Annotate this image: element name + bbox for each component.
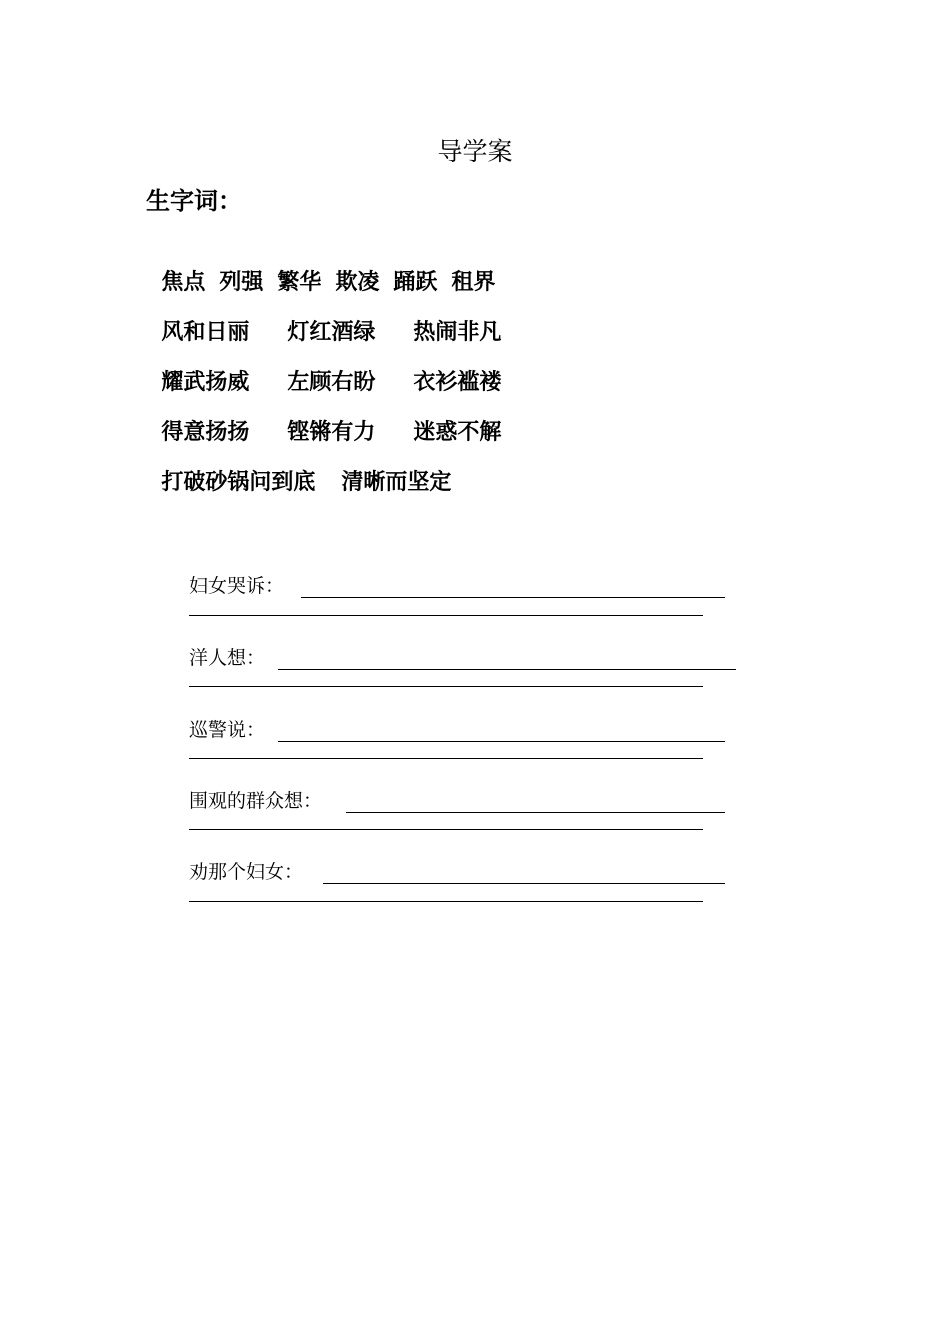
prompt-label: 巡警说： bbox=[189, 719, 266, 741]
prompt-label: 妇女哭诉： bbox=[189, 575, 285, 597]
vocab-word: 焦点 bbox=[161, 269, 206, 295]
vocab-word: 衣衫褴褛 bbox=[413, 369, 502, 395]
prompt-label: 洋人想： bbox=[189, 647, 266, 669]
vocab-word: 踊跃 bbox=[393, 269, 438, 295]
answer-line[interactable] bbox=[189, 615, 703, 616]
answer-line[interactable] bbox=[189, 829, 703, 830]
answer-line[interactable] bbox=[189, 686, 703, 687]
vocab-word: 迷惑不解 bbox=[413, 419, 502, 445]
fill-in-line[interactable] bbox=[301, 597, 725, 598]
vocab-word: 热闹非凡 bbox=[413, 319, 502, 345]
page-title: 导学案 bbox=[437, 137, 513, 166]
prompt-label: 围观的群众想： bbox=[189, 790, 323, 812]
fill-in-line[interactable] bbox=[346, 812, 725, 813]
vocab-word: 清晰而坚定 bbox=[341, 469, 452, 495]
vocab-heading: 生字词： bbox=[146, 186, 242, 215]
vocab-word: 租界 bbox=[451, 269, 496, 295]
vocab-word: 繁华 bbox=[277, 269, 322, 295]
vocab-word: 打破砂锅问到底 bbox=[161, 469, 316, 495]
vocab-word: 得意扬扬 bbox=[161, 419, 250, 445]
answer-line[interactable] bbox=[189, 758, 703, 759]
vocab-word: 左顾右盼 bbox=[287, 369, 376, 395]
vocab-word: 风和日丽 bbox=[161, 319, 250, 345]
prompt-label: 劝那个妇女： bbox=[189, 861, 304, 883]
vocab-word: 铿锵有力 bbox=[287, 419, 376, 445]
vocab-word: 欺凌 bbox=[335, 269, 380, 295]
vocab-word: 列强 bbox=[219, 269, 264, 295]
fill-in-line[interactable] bbox=[278, 669, 736, 670]
fill-in-line[interactable] bbox=[278, 741, 725, 742]
vocab-word: 灯红酒绿 bbox=[287, 319, 376, 345]
answer-line[interactable] bbox=[189, 901, 703, 902]
fill-in-line[interactable] bbox=[323, 883, 725, 884]
vocab-line-5 bbox=[146, 434, 451, 498]
vocab-word: 耀武扬威 bbox=[161, 369, 250, 395]
